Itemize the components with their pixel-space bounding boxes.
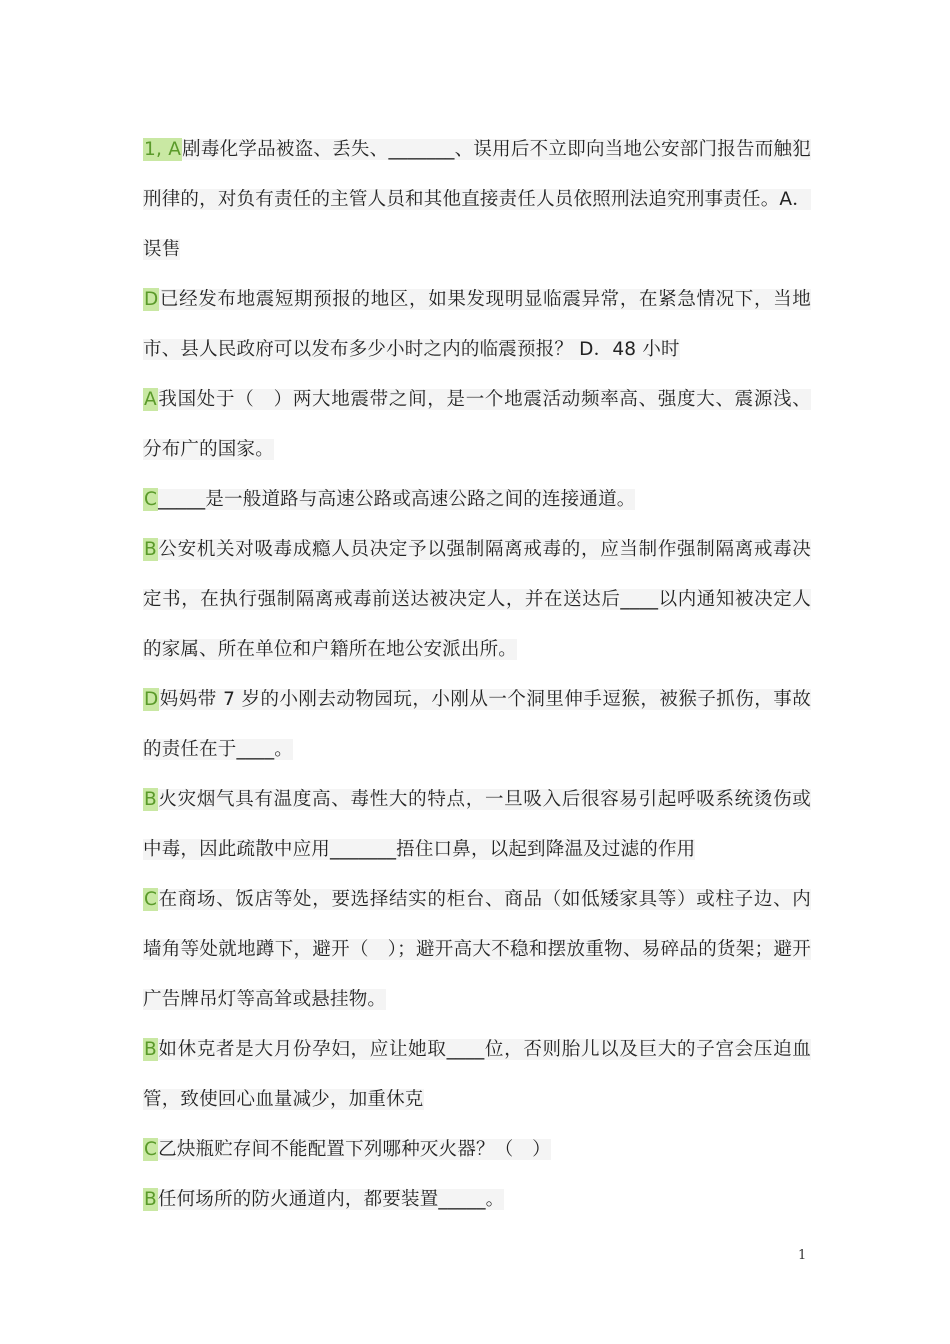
question-5 [143, 525, 811, 675]
question-11 [143, 1175, 811, 1225]
answer-label: B [144, 1039, 157, 1060]
answer-label: B [144, 789, 157, 810]
question-6 [143, 675, 811, 775]
question-text: 乙炔瓶贮存间不能配置下列哪种灭火器？（ ） [158, 1139, 551, 1160]
question-9 [143, 1025, 811, 1125]
question-text: 我国处于（ ）两大地震带之间，是一个地震活动频率高、强度大、震源浅、分布广的国家。 [143, 389, 811, 460]
question-text: _____是一般道路与高速公路或高速公路之间的连接通道。 [158, 489, 636, 510]
page-number: 1 [798, 1248, 807, 1263]
answer-label: C [144, 1139, 158, 1160]
question-2 [143, 275, 811, 375]
answer-label: B [144, 539, 157, 560]
answer-label: D [144, 289, 159, 310]
answer-label: A [144, 389, 157, 410]
question-text: 妈妈带 7 岁的小刚去动物园玩，小刚从一个洞里伸手逗猴，被猴子抓伤，事故的责任在于____。 [143, 689, 811, 760]
answer-label: C [144, 889, 158, 910]
question-1 [143, 125, 811, 275]
question-text: 如休克者是大月份孕妇，应让她取____位，否则胎儿以及巨大的子宫会压迫血管，致使回心血量减少，加重休克 [143, 1039, 811, 1110]
question-text: 在商场、饭店等处，要选择结实的柜台、商品（如低矮家具等）或柱子边、内墙角等处就地蹲下，避开（ ）；避开高大不稳和摆放重物、易碎品的货架；避开广告牌吊灯等高耸或悬挂物。 [143, 889, 811, 1010]
question-text: 已经发布地震短期预报的地区，如果发现明显临震异常，在紧急情况下，当地市、县人民政府可以发布多少小时之内的临震预报？ D．48 小时 [143, 289, 811, 360]
question-text: 火灾烟气具有温度高、毒性大的特点，一旦吸入后很容易引起呼吸系统烫伤或中毒，因此疏散中应用_______捂住口鼻，以起到降温及过滤的作用 [143, 789, 811, 860]
question-8 [143, 875, 811, 1025]
answer-label: B [144, 1189, 157, 1210]
question-text: 剧毒化学品被盗、丢失、_______、误用后不立即向当地公安部门报告而触犯刑律的，对负有责任的主管人员和其他直接责任人员依照刑法追究刑事责任。A．误售 [143, 139, 811, 260]
question-text: 公安机关对吸毒成瘾人员决定予以强制隔离戒毒的，应当制作强制隔离戒毒决定书，在执行强制隔离戒毒前送达被决定人，并在送达后____以内通知被决定人的家属、所在单位和户籍所在地公安派出所。 [143, 539, 811, 660]
question-4 [143, 475, 811, 525]
answer-label: D [144, 689, 159, 710]
question-3 [143, 375, 811, 475]
answer-label: 1, A [144, 139, 182, 160]
question-text: 任何场所的防火通道内，都要装置_____。 [157, 1189, 505, 1210]
question-7 [143, 775, 811, 875]
question-list [143, 125, 811, 1225]
question-10 [143, 1125, 811, 1175]
answer-label: C [144, 489, 158, 510]
